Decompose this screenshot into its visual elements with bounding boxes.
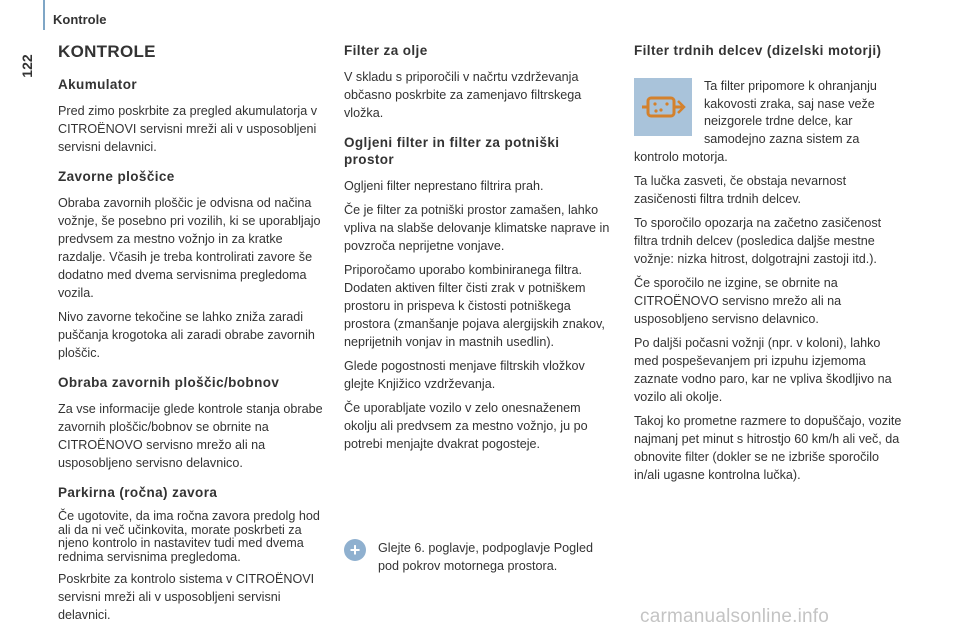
section-parkirna-zavora [58, 484, 330, 624]
section-title: Akumulator [58, 77, 138, 92]
section-obraba [58, 374, 330, 472]
paragraph: To sporočilo opozarja na začetno zasičenost filtra trdnih delcev (posledica daljše mestne vožnje: nizka hitrost, dolgotrajni zastoji itd.). [634, 216, 882, 266]
section-zavorne-ploscice [58, 168, 330, 362]
section-akumulator [58, 76, 330, 156]
section-title: Filter za olje [344, 43, 428, 58]
section-title: Parkirna (ročna) zavora [58, 485, 218, 500]
paragraph: Ta filter pripomore k ohranjanju kakovosti zraka, saj nase veže neizgorele trdne delce, kar samodejno zazna sistem za [704, 79, 877, 146]
paragraph: kontrolo motorja. [634, 150, 728, 164]
paragraph: Po daljši počasni vožnji (npr. v koloni), lahko med pospeševanjem pri izpuhu izjemoma zaznate vodno paro, kar ne vpliva škodljivo na vozilo ali okolje. [634, 336, 892, 404]
page-number: 122 [19, 54, 35, 78]
paragraph: Če je filter za potniški prostor zamašen, lahko vpliva na slabše delovanje klimatske naprave in povzroča neprijetne vonjave. [344, 203, 610, 253]
particle-filter-intro [634, 78, 904, 166]
section-filter-za-olje [344, 42, 612, 122]
paragraph: Pred zimo poskrbite za pregled akumulatorja v CITROËNOVI servisni mreži ali v usposobljeni servisni delavnici. [58, 104, 317, 154]
plus-icon: + [344, 539, 366, 561]
watermark-text: carmanualsonline.info [640, 606, 830, 627]
paragraph: V skladu s priporočili v načrtu vzdrževanja občasno poskrbite za zamenjavo filtrskega vložka. [344, 70, 582, 120]
column-left [58, 42, 330, 636]
paragraph: Če sporočilo ne izgine, se obrnite na CITROËNOVO servisno mrežo ali na usposobljeno servisno delavnico. [634, 276, 842, 326]
paragraph: Nivo zavorne tekočine se lahko zniža zaradi puščanja krogotoka ali zaradi obrabe zavornih ploščic. [58, 310, 315, 360]
paragraph: Ogljeni filter neprestano filtrira prah. [344, 179, 544, 193]
paragraph: Če ugotovite, da ima ročna zavora predolg hod ali da ni več učinkovita, morate poskrbeti za njeno kontrolo in nastavitev tudi med dvema rednima servisnima pregledoma. [58, 509, 320, 564]
column-middle [344, 42, 612, 465]
column-right [634, 42, 904, 490]
reference-note [344, 539, 614, 575]
section-title: Zavorne ploščice [58, 169, 175, 184]
paragraph: Ta lučka zasveti, če obstaja nevarnost zasičenosti filtra trdnih delcev. [634, 174, 847, 206]
note-text: Glejte 6. poglavje, podpoglavje Pogled pod pokrov motornega prostora. [378, 541, 593, 573]
paragraph: Če uporabljate vozilo v zelo onesnaženem okolju ali predvsem za mestno vožnjo, ju po potrebi menjajte dvakrat pogosteje. [344, 401, 588, 451]
page-header-title: Kontrole [53, 12, 107, 27]
paragraph: Takoj ko prometne razmere to dopuščajo, vozite najmanj pet minut s hitrostjo 60 km/h ali več, da obnovite filter (dokler se ne izbriše sporočilo in/ali ugasne kontrolna lučka). [634, 414, 902, 482]
paragraph: Poskrbite za kontrolo sistema v CITROËNOVI servisni mreži ali v usposobljeni servisni delavnici. [58, 572, 315, 622]
header-accent-bar [43, 0, 45, 30]
paragraph: Za vse informacije glede kontrole stanja obrabe zavornih ploščic/bobnov se obrnite na CITROËNOVO servisno mrežo ali na usposobljeno servisno delavnico. [58, 402, 323, 470]
section-title: Obraba zavornih ploščic/bobnov [58, 375, 280, 390]
page-title: KONTROLE [58, 42, 156, 61]
paragraph: Priporočamo uporabo kombiniranega filtra. Dodaten aktiven filter čisti zrak v potniškem prostoru in prispeva k čistosti potniškega prostora (zmanšanje pojava alergijskih znakov, neprijetnih vonjav in mastnih usedlin). [344, 263, 605, 349]
particle-filter-warning-icon [634, 78, 692, 136]
section-title: Ogljeni filter in filter za potniški prostor [344, 135, 560, 167]
section-ogljeni-filter [344, 134, 612, 453]
section-title: Filter trdnih delcev (dizelski motorji) [634, 43, 882, 58]
paragraph: Glede pogostnosti menjave filtrskih vložkov glejte Knjižico vzdrževanja. [344, 359, 585, 391]
paragraph: Obraba zavornih ploščic je odvisna od načina vožnje, še posebno pri vozilih, ki se uporabljajo predvsem za mestno vožnjo in za kratke razdalje. Včasih je treba kontrolirati zavore še dodatno med dvema servisnima pregledoma vozila. [58, 196, 321, 300]
